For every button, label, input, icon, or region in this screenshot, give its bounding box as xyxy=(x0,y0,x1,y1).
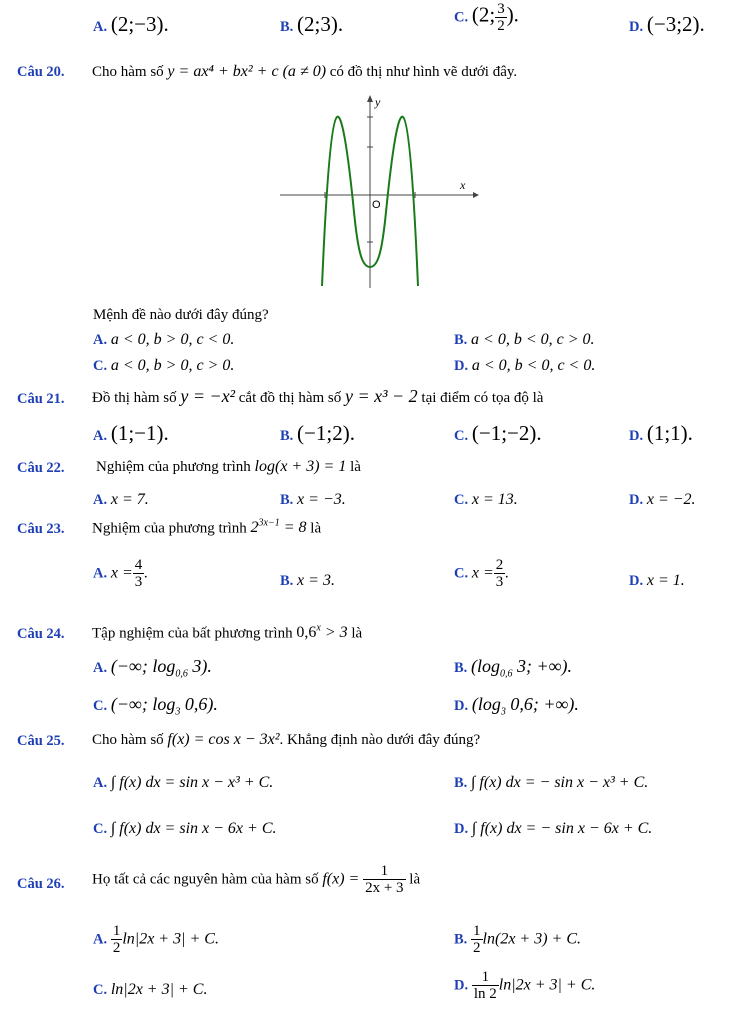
q19-option-a: A. (2;−3). xyxy=(93,12,169,36)
y-axis-arrow xyxy=(367,95,373,102)
q20-stem: Cho hàm số y = ax⁴ + bx² + c (a ≠ 0) có đồ thị như hình vẽ dưới đây. xyxy=(92,63,518,80)
q24-option-b: B. ($\log_{0,6}$ 3; +∞). xyxy=(454,656,573,680)
y-axis-label: y xyxy=(375,95,381,109)
q26-stem: Họ tất cả các nguyên hàm của hàm số f(x) = $\frac{1}{2x + 3}$ là xyxy=(92,863,421,896)
q23-number: Câu 23. xyxy=(17,521,65,537)
q25-option-d: D. ∫ f(x) dx = − sin x − 6x + C. xyxy=(454,820,653,837)
q20-prompt: Mệnh đề nào dưới đây đúng? xyxy=(93,307,269,323)
x-axis-label: x xyxy=(460,178,466,192)
q23-option-b: B. x = 3. xyxy=(280,572,335,589)
q23-stem: Nghiệm của phương trình $2^{3x-1} = 8$ là xyxy=(92,518,322,537)
q22-option-b: B. x = −3. xyxy=(280,491,346,508)
q21-option-d: D. (1;1). xyxy=(629,421,693,445)
origin-label: O xyxy=(372,199,381,211)
q26-option-c: C. ln|2x + 3| + C. xyxy=(93,981,208,998)
q21-number: Câu 21. xyxy=(17,391,65,407)
q22-option-a: A. x = 7. xyxy=(93,491,149,508)
q21-stem: Đồ thị hàm số y = −x² cắt đồ thị hàm số y = x³ − 2 tại điểm có tọa độ là xyxy=(92,386,544,406)
q25-option-c: C. ∫ f(x) dx = sin x − 6x + C. xyxy=(93,820,277,837)
q23-option-c: C. x = $\frac{2}{3}$ . xyxy=(454,557,510,590)
q24-stem: Tập nghiệm của bất phương trình 0,6$^x$ > 3 là xyxy=(92,623,363,642)
q20-graph xyxy=(275,92,480,290)
q25-number: Câu 25. xyxy=(17,733,65,749)
q19-option-b: B. (2;3). xyxy=(280,12,344,36)
q24-option-d: D. ($\log_3$ 0,6; +∞). xyxy=(454,694,579,718)
q22-stem: Nghiệm của phương trình log(x + 3) = 1 là xyxy=(96,458,361,475)
q20-number: Câu 20. xyxy=(17,64,65,80)
x-axis-arrow xyxy=(473,192,479,198)
q23-option-a: A. x = $\frac{4}{3}$ . xyxy=(93,557,149,590)
q24-option-c: C. (−∞; $\log_3 0,6$). xyxy=(93,694,218,718)
q23-option-d: D. x = 1. xyxy=(629,572,685,589)
q20-option-b: B. a < 0, b < 0, c > 0. xyxy=(454,331,595,348)
q25-stem: Cho hàm số f(x) = cos x − 3x². Khẳng định nào dưới đây đúng? xyxy=(92,731,481,748)
q22-option-c: C. x = 13. xyxy=(454,491,518,508)
q26-option-b: B. $\frac{1}{2}$ ln(2x + 3) + C. xyxy=(454,923,582,956)
q21-option-a: A. (1;−1). xyxy=(93,421,169,445)
q26-number: Câu 26. xyxy=(17,876,65,892)
q21-option-b: B. (−1;2). xyxy=(280,421,355,445)
q20-option-a: A. a < 0, b > 0, c < 0. xyxy=(93,331,235,348)
q24-option-a: A. (−∞; $\log_{0,6} 3$). xyxy=(93,656,212,680)
q20-option-c: C. a < 0, b > 0, c > 0. xyxy=(93,357,235,374)
q20-option-d: D. a < 0, b < 0, c < 0. xyxy=(454,357,596,374)
q25-option-a: A. ∫ f(x) dx = sin x − x³ + C. xyxy=(93,774,274,791)
q19-option-d: D. (−3;2). xyxy=(629,12,705,36)
q25-option-b: B. ∫ f(x) dx = − sin x − x³ + C. xyxy=(454,774,649,791)
q21-option-c: C. (−1;−2). xyxy=(454,421,542,445)
q26-option-d: D. $\frac{1}{\ln 2}$ ln|2x + 3| + C. xyxy=(454,969,596,1002)
q26-option-a: A. $\frac{1}{2}$ ln|2x + 3| + C. xyxy=(93,923,219,956)
q22-number: Câu 22. xyxy=(17,460,65,476)
q19-option-c: C. (2; $\frac{3}{2}$ ). xyxy=(454,1,519,34)
q22-option-d: D. x = −2. xyxy=(629,491,696,508)
q24-number: Câu 24. xyxy=(17,626,65,642)
